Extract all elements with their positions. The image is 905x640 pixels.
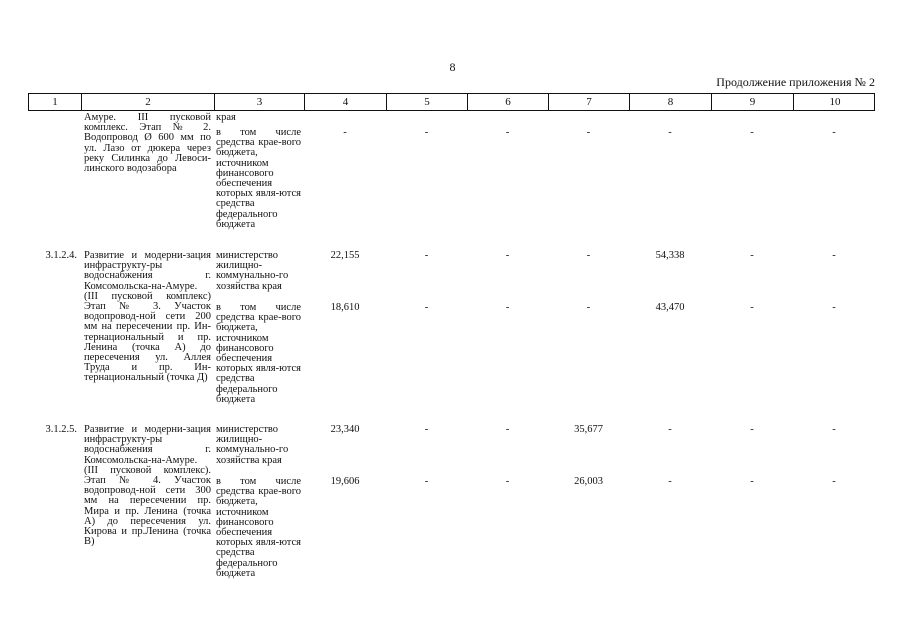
value-cell: 22,155 <box>330 250 360 261</box>
value-cell: - <box>424 424 429 435</box>
row-number <box>28 113 81 128</box>
row-description: Развитие и модерни-зация инфраструкту-ры водоснабжения г. Комсомольска-на-Амуре. (III пусковой комплекс). Этап № 4. Участок водопровод-ной сети 300 мм на пересечении пр. Мира и пр. Ленина (точка А) до пересечения ул. Кирова и пр.Ленина (точка В) <box>84 424 211 548</box>
column-header: 5 <box>387 94 468 110</box>
value-cell: - <box>505 476 510 487</box>
value-cell: 26,003 <box>574 476 603 487</box>
value-cell <box>711 113 793 128</box>
value-cell: 23,340 <box>330 424 360 435</box>
value-cell: - <box>832 302 836 313</box>
column-header: 10 <box>829 96 841 108</box>
column-header: 3 <box>215 94 305 110</box>
value-cell: - <box>750 302 754 313</box>
value-cell: - <box>750 250 754 261</box>
column-header: 2 <box>82 94 215 110</box>
column-header: 4 <box>305 94 387 110</box>
value-cell: - <box>505 127 510 138</box>
value-cell: - <box>668 476 672 487</box>
table-row <box>28 425 875 589</box>
budget-table <box>28 93 875 589</box>
value-cell <box>548 113 629 128</box>
value-cell: - <box>424 250 429 261</box>
table-header-row <box>28 93 875 111</box>
value-cell <box>386 113 467 128</box>
value-cell: - <box>832 424 836 435</box>
value-cell: - <box>505 250 510 261</box>
value-cell: 54,338 <box>655 250 685 261</box>
executor-name: министерство жилищно-коммунально-го хозяйства края <box>216 424 289 466</box>
column-header: 9 <box>712 94 794 110</box>
value-cell: - <box>750 476 754 487</box>
value-cell <box>793 113 875 128</box>
value-cell: - <box>668 424 672 435</box>
value-cell: 19,606 <box>330 476 360 487</box>
row-number: 3.1.2.5. <box>45 424 77 435</box>
value-cell: - <box>832 250 836 261</box>
value-cell <box>467 113 548 128</box>
value-cell: - <box>424 302 429 313</box>
funding-source: в том числе средства крае-вого бюджета, источником финансового обеспечения которых явля-ются средства федерального бюджета <box>216 302 301 405</box>
row-number: 3.1.2.4. <box>45 250 77 261</box>
funding-source: в том числе средства крае-вого бюджета, источником финансового обеспечения которых явля-ются средства федерального бюджета <box>216 127 301 230</box>
value-cell: - <box>750 127 754 138</box>
value-cell: - <box>424 127 429 138</box>
appendix-continuation-note: Продолжение приложения № 2 <box>716 75 875 89</box>
value-cell: - <box>832 127 836 138</box>
executor-name: министерство жилищно-коммунально-го хозяйства края <box>216 250 289 292</box>
value-cell <box>304 113 386 128</box>
value-cell: - <box>586 302 591 313</box>
value-cell: - <box>505 302 510 313</box>
value-cell <box>629 113 711 128</box>
column-header: 1 <box>29 94 82 110</box>
column-header: 7 <box>549 94 630 110</box>
value-cell: - <box>586 250 591 261</box>
funding-source: в том числе средства крае-вого бюджета, источником финансового обеспечения которых явля-ются средства федерального бюджета <box>216 476 301 579</box>
executor-name: края <box>216 112 236 123</box>
value-cell: 35,677 <box>574 424 603 435</box>
value-cell: - <box>586 127 591 138</box>
value-cell: - <box>343 127 347 138</box>
table-row <box>28 113 875 243</box>
value-cell: - <box>424 476 429 487</box>
value-cell: - <box>832 476 836 487</box>
value-cell: - <box>750 424 754 435</box>
value-cell: 18,610 <box>330 302 360 313</box>
column-header: 6 <box>468 94 549 110</box>
value-cell: - <box>668 127 672 138</box>
value-cell: 43,470 <box>655 302 685 313</box>
table-row <box>28 251 875 415</box>
column-header: 8 <box>630 94 712 110</box>
row-description: Амуре. III пусковой комплекс. Этап № 2. Водопровод Ø 600 мм по ул. Лазо от дюкера через реку Силинка до Левоси-линского водозабора <box>84 112 211 175</box>
row-description: Развитие и модерни-зация инфраструкту-ры водоснабжения г. Комсомольска-на-Амуре. (III пусковой комплекс) Этап № 3. Участок водопровод-ной сети 200 мм на пересечении пр. Ин-тернациональный и пр. Ленина (точка А) до пересечения ул. Аллея Труда и пр. Ин-тернациональный (точка Д) <box>84 250 211 384</box>
page-number: 8 <box>449 60 456 74</box>
value-cell: - <box>505 424 510 435</box>
